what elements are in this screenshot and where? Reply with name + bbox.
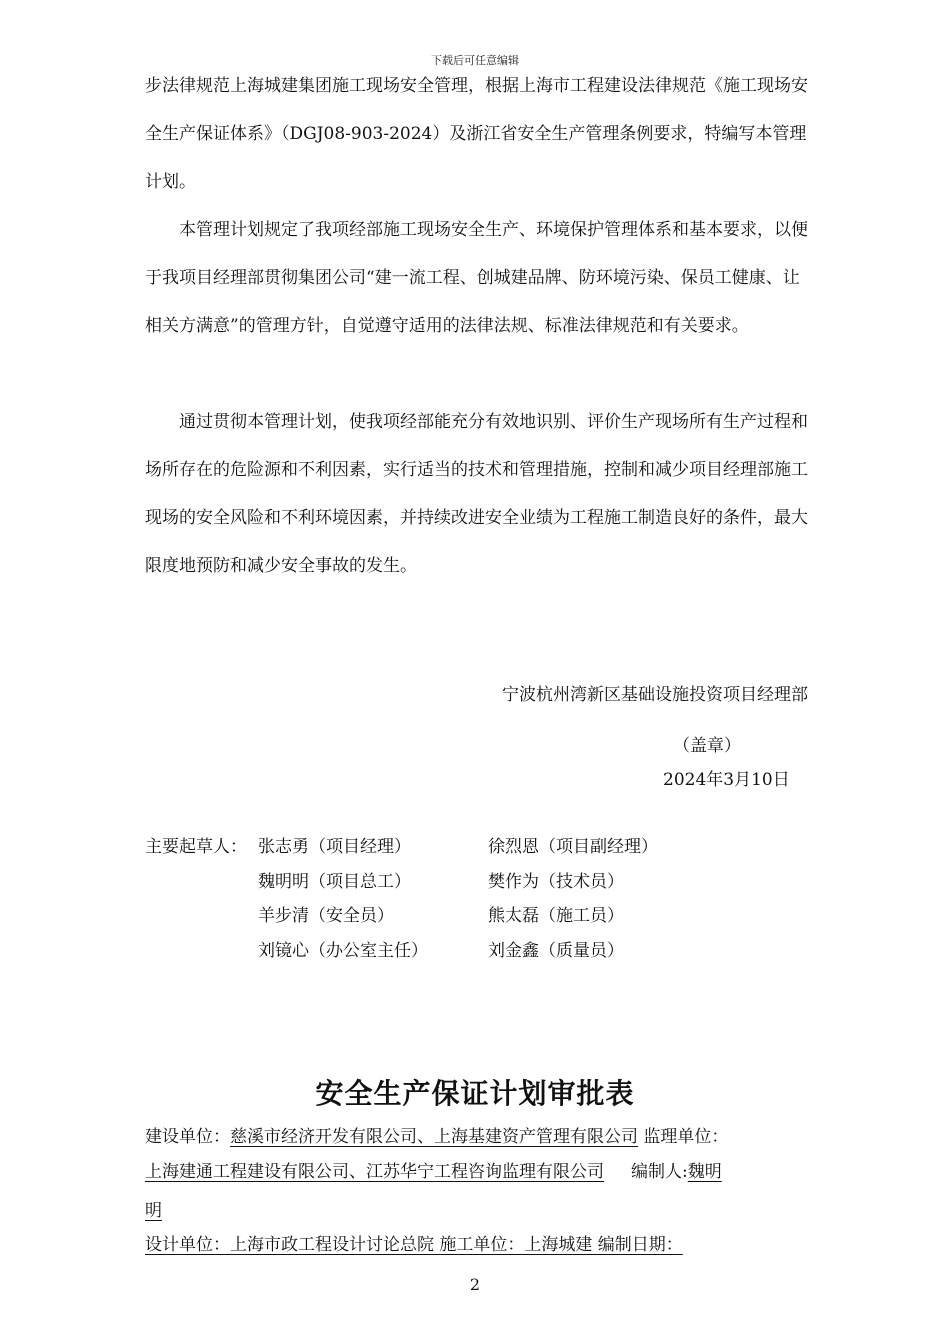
form-line-compiler-cont bbox=[145, 1196, 162, 1221]
drafter-right-3: 熊太磊（施工员） bbox=[488, 906, 624, 926]
drafter-left-1: 张志勇（项目经理） bbox=[258, 837, 411, 857]
form-line-supervision bbox=[145, 1157, 722, 1182]
drafter-right-4: 刘金鑫（质量员） bbox=[488, 941, 624, 961]
drafter-left-2: 魏明明（项目总工） bbox=[258, 872, 411, 892]
drafters-label: 主要起草人： bbox=[145, 837, 247, 857]
body-paragraph-3: 通过贯彻本管理计划，使我项经部能充分有效地识别、评价生产现场所有生产过程和场所存在的危险源和不利因素，实行适当的技术和管理措施，控制和减少项目经理部施工现场的安全风险和不利环境因素，并持续改进安全业绩为工程施工制造良好的条件，最大限度地预防和减少安全事故的发生。 bbox=[145, 412, 808, 576]
body-paragraph-2: 本管理计划规定了我项经部施工现场安全生产、环境保护管理体系和基本要求，以便于我项目经理部贯彻集团公司“建一流工程、创城建品牌、防环境污染、保员工健康、让相关方满意”的管理方针，自觉遵守适用的法律法规、标准法律规范和有关要求。 bbox=[145, 220, 808, 336]
design-construction-date-line: 设计单位：上海市政工程设计讨论总院 施工单位：上海城建 编制日期： bbox=[145, 1235, 683, 1255]
drafter-left-4: 刘镜心（办公室主任） bbox=[258, 941, 428, 961]
build-unit-value: 慈溪市经济开发有限公司、上海基建资产管理有限公司 bbox=[230, 1127, 638, 1147]
seal-note: （盖章） bbox=[673, 736, 741, 756]
signing-date: 2024年3月10日 bbox=[663, 770, 790, 790]
signing-organization: 宁波杭州湾新区基础设施投资项目经理部 bbox=[502, 685, 808, 705]
body-paragraph-1: 步法律规范上海城建集团施工现场安全管理，根据上海市工程建设法律规范《施工现场安全生产保证体系》（DGJ08-903-2024）及浙江省安全生产管理条例要求，特编写本管理计划。 bbox=[145, 76, 808, 192]
drafter-left-3: 羊步清（安全员） bbox=[258, 906, 394, 926]
drafter-right-1: 徐烈恩（项目副经理） bbox=[488, 837, 658, 857]
page-number: 2 bbox=[469, 1275, 481, 1294]
compiler-label: 编制人: bbox=[631, 1162, 688, 1182]
form-line-design-unit bbox=[145, 1230, 683, 1255]
supervision-unit-label: 监理单位： bbox=[643, 1127, 729, 1147]
supervision-unit-value: 上海建通工程建设有限公司、江苏华宁工程咨询监理有限公司 bbox=[145, 1162, 604, 1182]
approval-form-title: 安全生产保证计划审批表 bbox=[315, 1077, 635, 1110]
compiler-value-continued: 明 bbox=[145, 1201, 162, 1221]
build-unit-label: 建设单位： bbox=[145, 1127, 230, 1147]
page-header-note: 下载后可任意编辑 bbox=[431, 54, 519, 67]
form-line-build-unit bbox=[145, 1122, 728, 1147]
compiler-value: 魏明 bbox=[687, 1162, 722, 1182]
drafter-right-2: 樊作为（技术员） bbox=[488, 872, 624, 892]
